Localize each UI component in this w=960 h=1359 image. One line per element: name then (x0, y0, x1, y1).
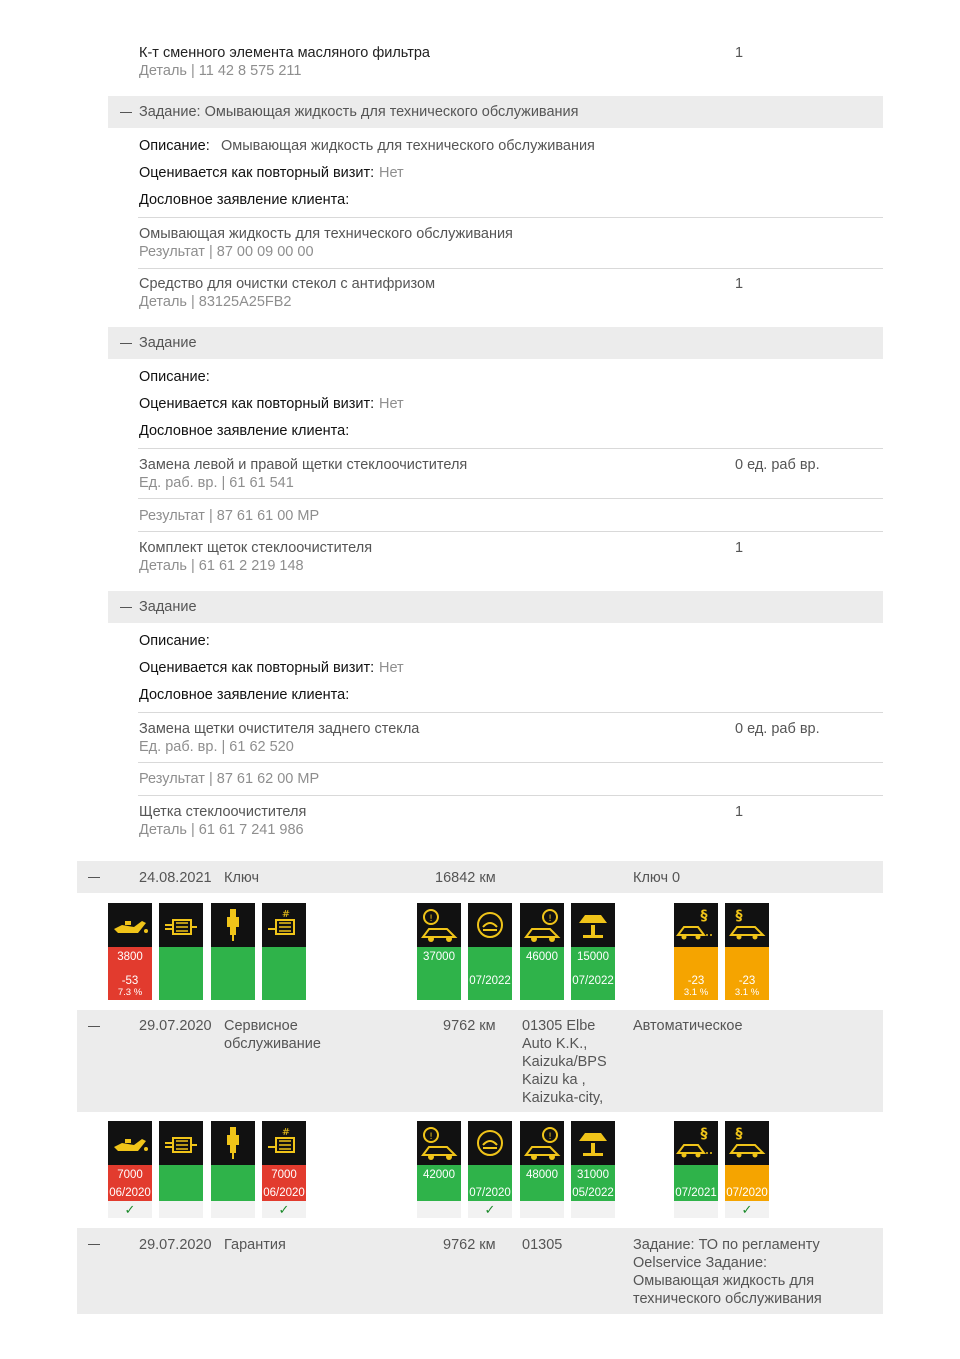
air-filter-icon (159, 903, 203, 947)
emission-inspection-icon (674, 903, 718, 947)
repeat-visit-value: Нет (379, 396, 404, 412)
item-title: Щетка стеклоочистителя (139, 804, 307, 820)
service-tile (159, 903, 203, 1000)
service-tile (725, 903, 769, 1000)
tile-check (674, 1201, 718, 1218)
tile-value: 7000 (117, 1169, 143, 1181)
tile-check: ✓ (468, 1201, 512, 1218)
service-tile (262, 1121, 306, 1218)
tile-due: -53 (121, 975, 139, 987)
tile-status (674, 947, 718, 1000)
tile-due: 07/2022 (469, 975, 511, 987)
service-tile (468, 903, 512, 1000)
tile-status (108, 1165, 152, 1201)
tile-due: 07/2020 (726, 1187, 768, 1199)
tile-value: 42000 (423, 1169, 455, 1181)
repeat-visit-label: Оценивается как повторный визит: (139, 396, 375, 412)
tile-status (417, 1165, 461, 1201)
tile-check (520, 1201, 564, 1218)
task-header[interactable] (108, 327, 883, 359)
item-title: Замена щетки очистителя заднего стекла (139, 721, 420, 737)
history-date: 29.07.2020 (139, 1018, 212, 1034)
service-tile (674, 903, 718, 1000)
rear-brake-icon (520, 903, 564, 947)
service-tile (417, 1121, 461, 1218)
service-tile (571, 903, 615, 1000)
item-ref: Результат | 87 00 09 00 00 (139, 244, 314, 260)
collapse-icon[interactable] (88, 1026, 100, 1027)
tile-value: 31000 (577, 1169, 609, 1181)
service-tile (725, 1121, 769, 1218)
tile-value: 7000 (271, 1169, 297, 1181)
tile-status (468, 947, 512, 1000)
item-qty: 0 ед. раб вр. (735, 721, 820, 737)
history-mileage: 16842 км (435, 870, 496, 886)
tile-status (571, 947, 615, 1000)
description-label: Описание: (139, 633, 210, 649)
micro-filter-icon (262, 1121, 306, 1165)
tile-percent: 3.1 % (734, 987, 760, 998)
vehicle-check-icon (571, 903, 615, 947)
tile-check (571, 1201, 615, 1218)
item-title: Замена левой и правой щетки стеклоочистителя (139, 457, 468, 473)
spark-plug-icon (211, 1121, 255, 1165)
tile-status (211, 1165, 255, 1201)
micro-filter-icon (262, 903, 306, 947)
tile-status (159, 1165, 203, 1201)
repeat-visit-value: Нет (379, 165, 404, 181)
tile-due: 06/2020 (109, 1187, 151, 1199)
tile-percent: 7.3 % (117, 987, 143, 998)
item-qty: 1 (735, 804, 744, 820)
task-header[interactable] (108, 96, 883, 128)
part-ref: Деталь | 11 42 8 575 211 (139, 63, 302, 79)
collapse-icon[interactable] (120, 112, 132, 113)
svg-text:!: ! (429, 1132, 433, 1142)
history-type: Сервисное обслуживание (224, 1018, 321, 1052)
service-tile (262, 903, 306, 1000)
service-tile (520, 1121, 564, 1218)
tile-status (108, 947, 152, 1000)
collapse-icon[interactable] (120, 607, 132, 608)
service-tile (108, 903, 152, 1000)
tile-check (417, 1201, 461, 1218)
collapse-icon[interactable] (120, 343, 132, 344)
vehicle-inspection-icon (725, 1121, 769, 1165)
item-ref: Результат | 87 61 62 00 MP (139, 771, 320, 787)
history-date: 29.07.2020 (139, 1237, 212, 1253)
history-dealer: 01305 Elbe Auto K.K., Kaizuka/BPS Kaizu ka , Kaizuka-city, (522, 1018, 607, 1106)
service-tile (674, 1121, 718, 1218)
item-qty: 0 ед. раб вр. (735, 457, 820, 473)
tile-status (725, 947, 769, 1000)
history-date: 24.08.2021 (139, 870, 212, 886)
task-header-label: Задание (139, 599, 197, 615)
tile-due: 07/2020 (469, 1187, 511, 1199)
item-qty: 1 (735, 276, 744, 292)
item-title: Омывающая жидкость для технического обслуживания (139, 226, 513, 242)
item-ref: Деталь | 61 61 7 241 986 (139, 822, 304, 838)
repeat-visit-label: Оценивается как повторный визит: (139, 660, 375, 676)
tile-status (468, 1165, 512, 1201)
service-tile (468, 1121, 512, 1218)
oil-icon (108, 1121, 152, 1165)
tile-status (417, 947, 461, 1000)
tile-check (211, 1201, 255, 1218)
tile-due: 07/2021 (675, 1187, 717, 1199)
svg-text:#: # (281, 909, 291, 920)
task-header[interactable] (108, 591, 883, 623)
divider (138, 498, 883, 499)
description-label: Описание: (139, 369, 210, 385)
air-filter-icon (159, 1121, 203, 1165)
repeat-visit-value: Нет (379, 660, 404, 676)
service-tile (108, 1121, 152, 1218)
part-qty: 1 (735, 45, 744, 61)
divider (138, 795, 883, 796)
item-ref: Деталь | 61 61 2 219 148 (139, 558, 304, 574)
tile-status (571, 1165, 615, 1201)
svg-text:§: § (735, 908, 743, 924)
svg-text:§: § (700, 908, 708, 924)
spark-plug-icon (211, 903, 255, 947)
divider (138, 268, 883, 269)
svg-text:§: § (700, 1126, 708, 1142)
item-ref: Результат | 87 61 61 00 MP (139, 508, 320, 524)
item-ref: Ед. раб. вр. | 61 62 520 (139, 739, 294, 755)
divider (138, 762, 883, 763)
history-mileage: 9762 км (443, 1237, 496, 1253)
tile-due: -23 (687, 975, 705, 987)
tile-check (159, 1201, 203, 1218)
tile-status (520, 1165, 564, 1201)
divider (138, 448, 883, 449)
history-dealer: 01305 (522, 1237, 563, 1253)
task-header-label: Задание (139, 335, 197, 351)
item-title: Комплект щеток стеклоочистителя (139, 540, 373, 556)
tile-status (520, 947, 564, 1000)
tile-due: 05/2022 (572, 1187, 614, 1199)
task-header-label: Задание: Омывающая жидкость для технического обслуживания (139, 104, 579, 120)
item-ref: Ед. раб. вр. | 61 61 541 (139, 475, 294, 491)
collapse-icon[interactable] (88, 1244, 100, 1245)
item-ref: Деталь | 83125A25FB2 (139, 294, 292, 310)
history-mileage: 9762 км (443, 1018, 496, 1034)
history-note: Автоматическое (633, 1018, 743, 1034)
tile-due: -23 (738, 975, 756, 987)
tile-check: ✓ (725, 1201, 769, 1218)
tile-value: 3800 (117, 951, 143, 963)
service-tile (211, 1121, 255, 1218)
tile-value: 37000 (423, 951, 455, 963)
svg-text:!: ! (548, 1132, 552, 1142)
rear-brake-icon (520, 1121, 564, 1165)
history-note: Задание: ТО по регламенту Oelservice Задание: Омывающая жидкость для технического обслуживания (633, 1237, 822, 1307)
customer-statement-label: Дословное заявление клиента: (139, 192, 350, 208)
svg-text:!: ! (429, 914, 433, 924)
tile-due: 06/2020 (263, 1187, 305, 1199)
repeat-visit-label: Оценивается как повторный визит: (139, 165, 375, 181)
service-tile (520, 903, 564, 1000)
service-tile (211, 903, 255, 1000)
tile-status (674, 1165, 718, 1201)
tile-value: 15000 (577, 951, 609, 963)
tile-status (159, 947, 203, 1000)
divider (138, 712, 883, 713)
item-title: Средство для очистки стекол с антифризом (139, 276, 436, 292)
tile-status (262, 1165, 306, 1201)
customer-statement-label: Дословное заявление клиента: (139, 423, 350, 439)
brake-fluid-icon (468, 903, 512, 947)
service-tile (159, 1121, 203, 1218)
history-type: Гарантия (224, 1237, 286, 1253)
tile-status (211, 947, 255, 1000)
history-type: Ключ (224, 870, 260, 886)
tile-value: 48000 (526, 1169, 558, 1181)
tile-status (725, 1165, 769, 1201)
description-value: Омывающая жидкость для технического обслуживания (221, 138, 595, 154)
customer-statement-label: Дословное заявление клиента: (139, 687, 350, 703)
tile-status (262, 947, 306, 1000)
collapse-icon[interactable] (88, 877, 100, 878)
service-tile (417, 903, 461, 1000)
divider (138, 217, 883, 218)
vehicle-check-icon (571, 1121, 615, 1165)
tile-value: 46000 (526, 951, 558, 963)
tile-due: 07/2022 (572, 975, 614, 987)
vehicle-inspection-icon (725, 903, 769, 947)
oil-icon (108, 903, 152, 947)
emission-inspection-icon (674, 1121, 718, 1165)
description-label: Описание: (139, 138, 210, 154)
item-qty: 1 (735, 540, 744, 556)
service-tile (571, 1121, 615, 1218)
part-title: К-т сменного элемента масляного фильтра (139, 45, 430, 61)
history-note: Ключ 0 (633, 870, 681, 886)
svg-text:!: ! (548, 914, 552, 924)
tile-percent: 3.1 % (683, 987, 709, 998)
brake-fluid-icon (468, 1121, 512, 1165)
divider (138, 531, 883, 532)
svg-text:#: # (281, 1127, 291, 1138)
svg-text:§: § (735, 1126, 743, 1142)
tile-check: ✓ (108, 1201, 152, 1218)
front-brake-icon (417, 1121, 461, 1165)
front-brake-icon (417, 903, 461, 947)
tile-check: ✓ (262, 1201, 306, 1218)
